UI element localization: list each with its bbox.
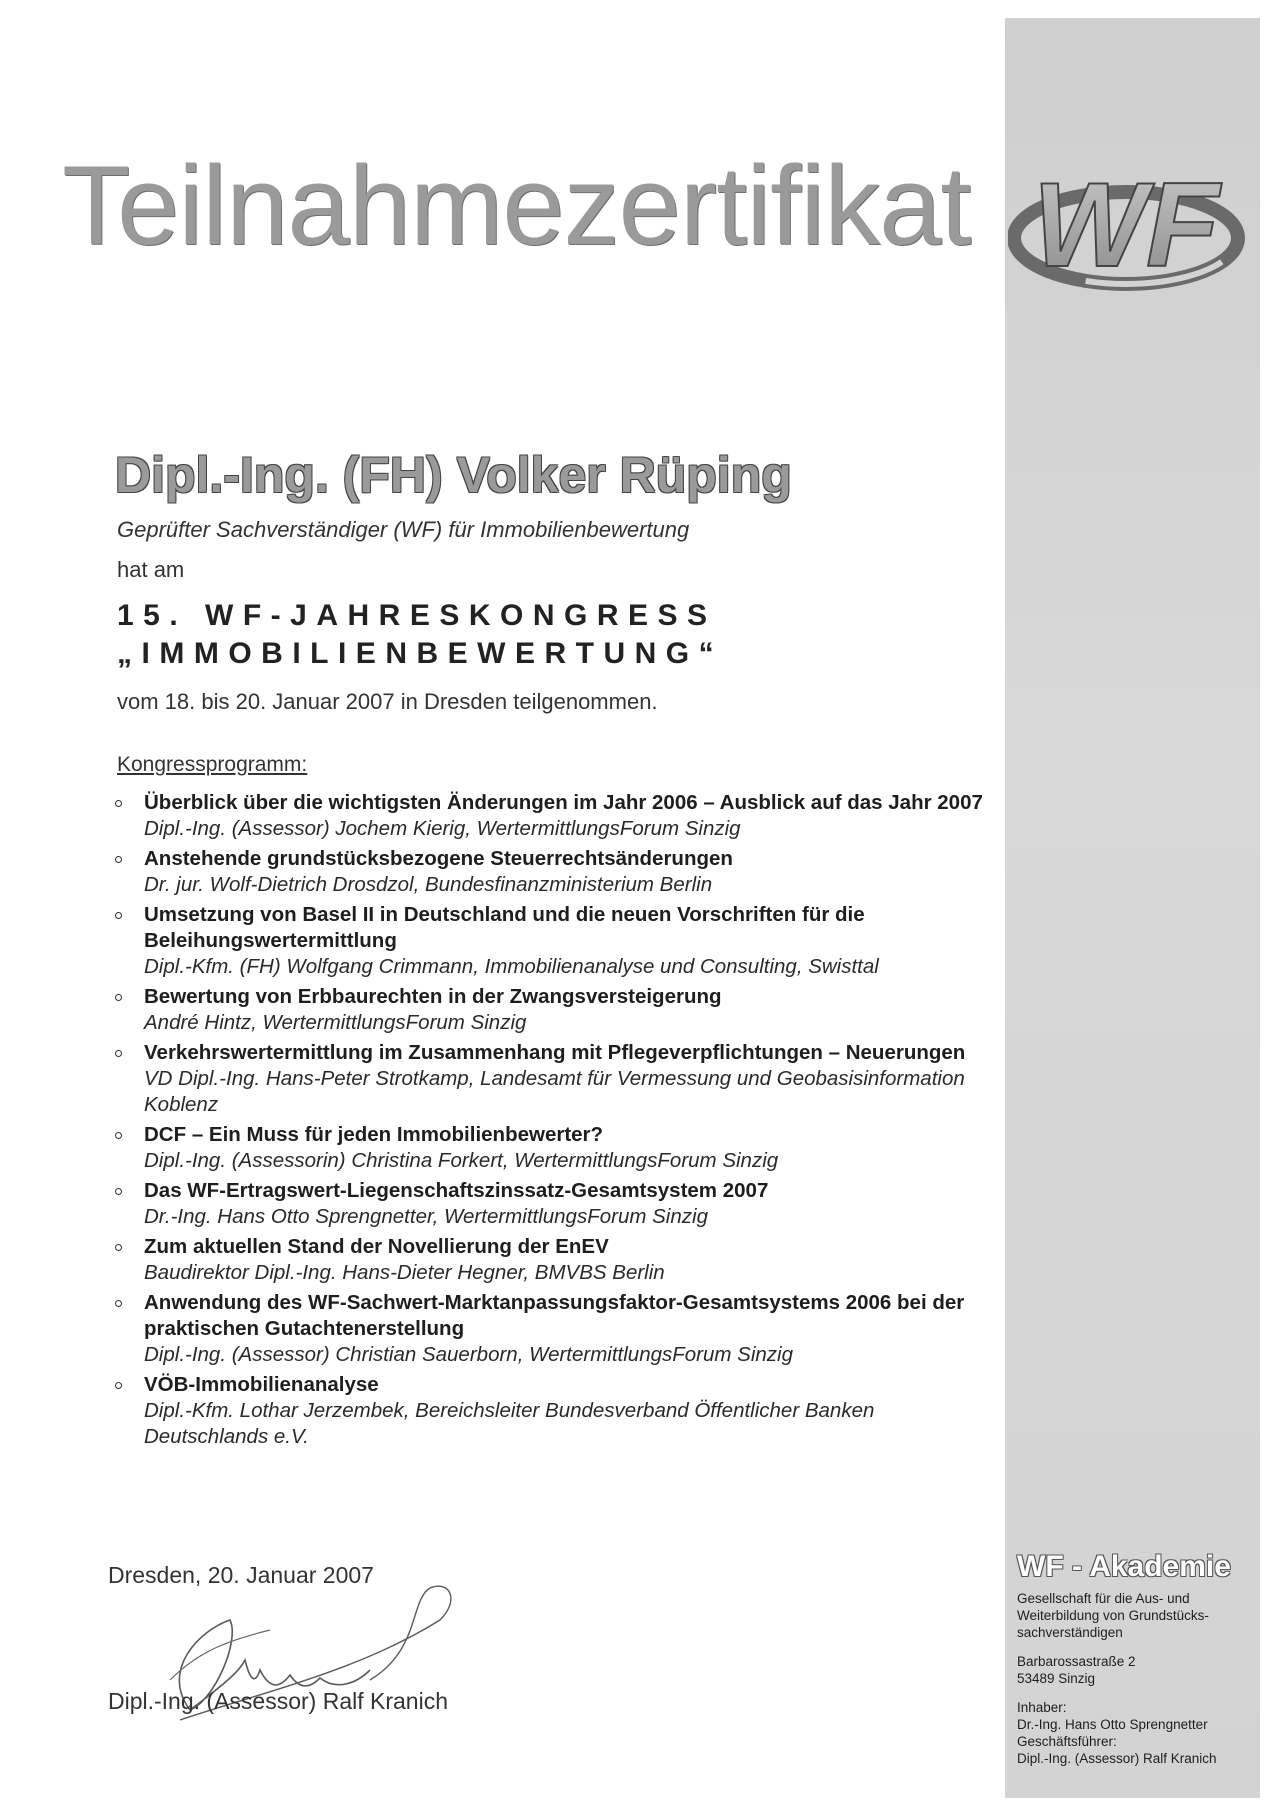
akademie-md-label: Geschäftsführer:	[1017, 1734, 1117, 1749]
program-speaker: VD Dipl.-Ing. Hans-Peter Strotkamp, Landesamt für Vermessung und Geobasisinformation Koblenz	[144, 1067, 965, 1116]
bullet-icon	[115, 912, 122, 919]
akademie-owner: Dr.-Ing. Hans Otto Sprengnetter	[1017, 1717, 1208, 1732]
program-topic: Überblick über die wichtigsten Änderungen im Jahr 2006 – Ausblick auf das Jahr 2007	[144, 791, 983, 814]
participant-qualification: Geprüfter Sachverständiger (WF) für Immobilienbewertung	[117, 517, 690, 542]
bullet-icon	[115, 994, 122, 1001]
program-item	[108, 790, 988, 842]
program-item	[108, 1372, 988, 1450]
program-item	[108, 1178, 988, 1230]
program-speaker: Baudirektor Dipl.-Ing. Hans-Dieter Hegner, BMVBS Berlin	[144, 1261, 665, 1284]
program-speaker: Dr. jur. Wolf-Dietrich Drosdzol, Bundesfinanzministerium Berlin	[144, 873, 713, 896]
program-item	[108, 984, 988, 1036]
program-topic: Anstehende grundstücksbezogene Steuerrechtsänderungen	[144, 847, 733, 870]
bullet-icon	[115, 1382, 122, 1389]
participant-name: Dipl.-Ing. (FH) Volker Rüping	[115, 447, 792, 503]
bullet-icon	[115, 1244, 122, 1251]
akademie-desc: sachverständigen	[1017, 1625, 1123, 1640]
program-item	[108, 1040, 988, 1118]
bullet-icon	[115, 1132, 122, 1139]
signer-name: Dipl.-Ing. (Assessor) Ralf Kranich	[108, 1688, 448, 1714]
certificate-title: Teilnahmezertifikat	[62, 143, 971, 268]
hat-am-text: hat am	[117, 557, 185, 582]
program-topic: DCF – Ein Muss für jeden Immobilienbewerter?	[144, 1123, 604, 1146]
program-topic: Umsetzung von Basel II in Deutschland und die neuen Vorschriften für die Beleihungswertermittlung	[144, 903, 865, 952]
program-item	[108, 902, 988, 980]
akademie-desc: Gesellschaft für die Aus- und	[1017, 1591, 1190, 1606]
wf-logo-text: WF	[1032, 158, 1220, 292]
program-list	[108, 790, 988, 1454]
program-speaker: André Hintz, WertermittlungsForum Sinzig	[144, 1011, 527, 1034]
program-speaker: Dipl.-Kfm. Lothar Jerzembek, Bereichsleiter Bundesverband Öffentlicher Banken Deutschlands e.V.	[144, 1399, 875, 1448]
program-speaker: Dr.-Ing. Hans Otto Sprengnetter, WertermittlungsForum Sinzig	[144, 1205, 708, 1228]
program-item	[108, 1234, 988, 1286]
akademie-title: WF - Akademie	[1017, 1550, 1231, 1583]
program-topic: Zum aktuellen Stand der Novellierung der EnEV	[144, 1235, 609, 1258]
akademie-owner-label: Inhaber:	[1017, 1700, 1067, 1715]
program-topic: Das WF-Ertragswert-Liegenschaftszinssatz-Gesamtsystem 2007	[144, 1179, 769, 1202]
program-item	[108, 1122, 988, 1174]
program-topic: VÖB-Immobilienanalyse	[144, 1373, 379, 1396]
congress-title	[117, 597, 723, 674]
program-speaker: Dipl.-Ing. (Assessor) Jochem Kierig, WertermittlungsForum Sinzig	[144, 817, 741, 840]
bullet-icon	[115, 856, 122, 863]
bullet-icon	[115, 1188, 122, 1195]
program-label: Kongressprogramm:	[117, 753, 308, 776]
program-topic: Anwendung des WF-Sachwert-Marktanpassungsfaktor-Gesamtsystems 2006 bei der praktischen Gutachtenerstellung	[144, 1291, 965, 1340]
program-topic: Verkehrswertermittlung im Zusammenhang mit Pflegeverpflichtungen – Neuerungen	[144, 1041, 966, 1064]
akademie-md: Dipl.-Ing. (Assessor) Ralf Kranich	[1017, 1751, 1217, 1766]
program-item	[108, 846, 988, 898]
bullet-icon	[115, 1300, 122, 1307]
akademie-street: Barbarossastraße 2	[1017, 1654, 1136, 1669]
wf-logo-icon	[1008, 148, 1253, 308]
akademie-block	[1017, 1550, 1257, 1767]
akademie-city: 53489 Sinzig	[1017, 1671, 1096, 1686]
akademie-desc: Weiterbildung von Grundstücks-	[1017, 1608, 1209, 1623]
congress-dates: vom 18. bis 20. Januar 2007 in Dresden teilgenommen.	[117, 689, 658, 714]
place-date: Dresden, 20. Januar 2007	[108, 1562, 374, 1588]
program-topic: Bewertung von Erbbaurechten in der Zwangsversteigerung	[144, 985, 722, 1008]
program-speaker: Dipl.-Ing. (Assessor) Christian Sauerborn, WertermittlungsForum Sinzig	[144, 1343, 794, 1366]
congress-title-line2: „IMMOBILIENBEWERTUNG“	[117, 637, 724, 671]
program-speaker: Dipl.-Kfm. (FH) Wolfgang Crimmann, Immobilienanalyse und Consulting, Swisttal	[144, 955, 879, 978]
program-item	[108, 1290, 988, 1368]
congress-title-line1: 15. WF-JAHRESKONGRESS	[117, 599, 717, 632]
program-speaker: Dipl.-Ing. (Assessorin) Christina Forkert, WertermittlungsForum Sinzig	[144, 1149, 779, 1172]
bullet-icon	[115, 1050, 122, 1057]
bullet-icon	[115, 800, 122, 807]
